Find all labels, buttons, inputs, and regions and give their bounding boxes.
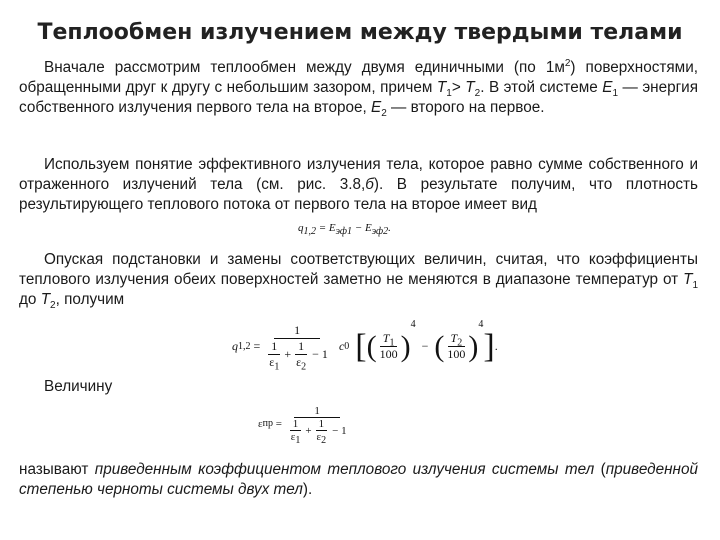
page-title: Теплообмен излучением между твердыми телами [37,20,683,45]
paragraph-effective-radiation: Используем понятие эффективного излучения тела, которое равно сумме собственного и отраженного излучений тела (см. рис. 3.8,б). В результате получим, что плотность результирующего теплового потока от первого тела на второе имеет вид [19,156,698,213]
formula-result-flux: q 1,2 = 1 $\frac{1}{\varepsilon_1}$ + $\frac{1}{\varepsilon_2}$ − 1 c 0 [ ( $\frac{T_1}{100}$ ) 4 − ( $\frac{T_2}{100}$ ) 4 ] . [232,319,498,373]
formula-reduced-emissivity: ε пр = 1 $\frac{1}{\varepsilon_1}$ + $\frac{1}{\varepsilon_2}$ − 1 [258,405,347,447]
paragraph-substitution: Опуская подстановки и замены соответствующих величин, считая, что коэффициенты теплового излучения обеих поверхностей заметно не меняются в диапазоне температур от $T_1$ до $T_2$, получим [19,251,698,312]
paragraph-intro: Вначале рассмотрим теплообмен между двумя единичными (по $1м^2$) поверхностями, обращенными друг к другу с небольшим зазором, причем $T_1> T_2$. В этой системе $E_1$ — энергия собственного излучения первого тела на второе, $E_2$ — второго на первое. [19,57,698,120]
paragraph-quantity: Величину [44,378,113,395]
formula-flux-density: $q_{1,2} = E_{эф1} - E_{эф2}$. [298,222,391,238]
paragraph-definition: называют приведенным коэффициентом теплового излучения системы тел (приведенной степенью черноты системы двух тел). [19,461,698,498]
